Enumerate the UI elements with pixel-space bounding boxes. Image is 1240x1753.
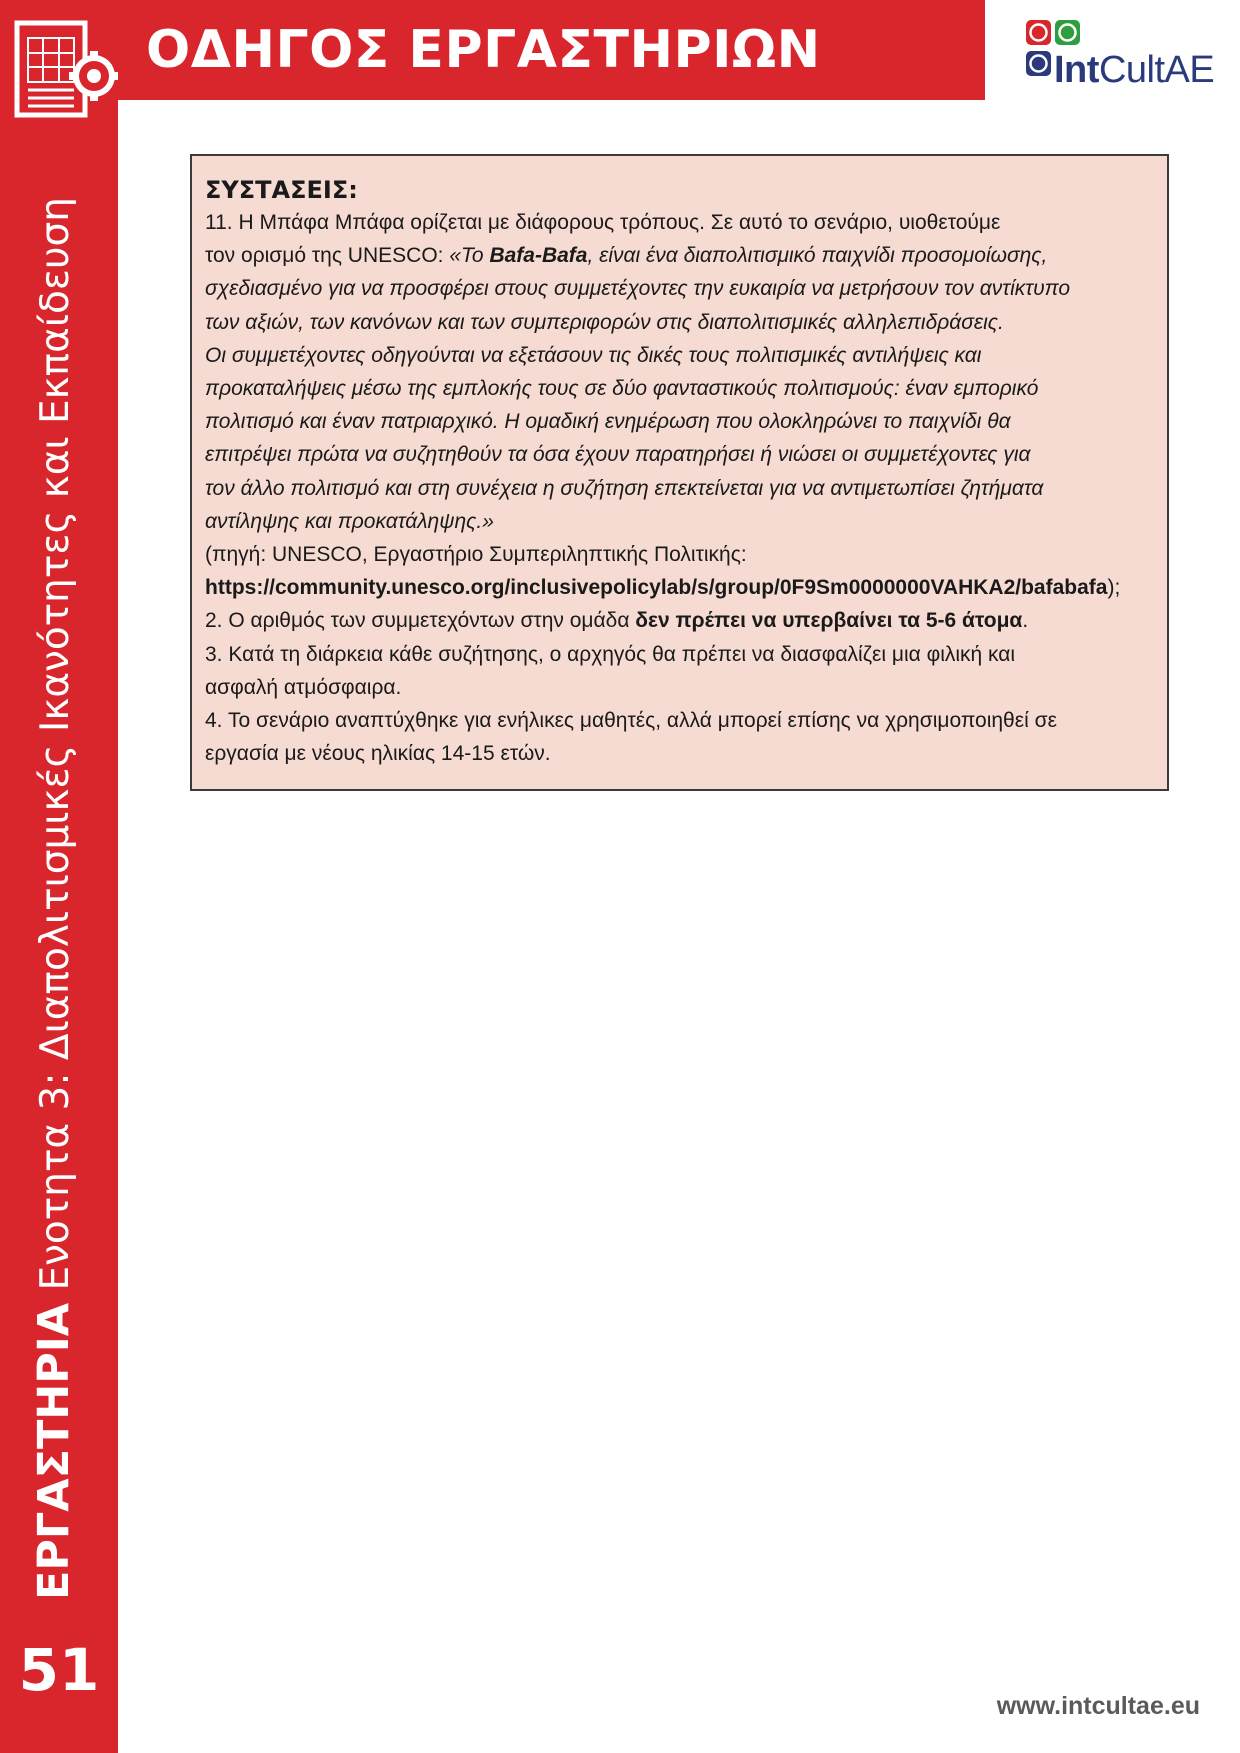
recommendation-line — [205, 571, 1153, 604]
workshop-gear-icon — [14, 20, 118, 132]
text-run: αντίληψης και προκατάληψης.» — [205, 509, 494, 533]
text-run: Bafa-Bafa — [489, 244, 588, 268]
recommendation-line — [205, 604, 1153, 637]
recommendation-line — [205, 239, 1153, 272]
recommendation-line — [205, 405, 1153, 438]
text-run: https://community.unesco.org/inclusivepolicylab/s/group/0F9Sm0000000VAHKA2/bafabafa — [205, 576, 1108, 600]
text-run: 2. Ο αριθμός των συμμετεχόντων στην ομάδα — [205, 609, 636, 633]
section-title-bold: ΕΡΓΑΣΤΗΡΙΑ — [29, 1302, 79, 1600]
text-run: ); — [1107, 576, 1121, 600]
recommendation-line — [205, 538, 1153, 571]
recommendation-line — [205, 638, 1153, 671]
text-run: Οι συμμετέχοντες οδηγούνται να εξετάσουν τις δικές τους πολιτισμικές αντιλήψεις και — [205, 343, 982, 367]
text-run: τον άλλο πολιτισμό και στη συνέχεια η συζήτηση επεκτείνεται για να αντιμετωπίσει ζητήματα — [205, 476, 1044, 500]
text-run: (πηγή: UNESCO, Εργαστήριο Συμπεριληπτικής Πολιτικής: — [205, 543, 747, 567]
recommendation-line — [205, 372, 1153, 405]
text-run: επιτρέψει πρώτα να συζητηθούν τα όσα έχουν παρατηρήσει ή νιώσει οι συμμετέχοντες για — [205, 443, 1031, 467]
recommendation-line — [205, 306, 1153, 339]
recommendation-line — [205, 206, 1153, 239]
recommendation-line — [205, 272, 1153, 305]
recommendation-line — [205, 339, 1153, 372]
recommendation-line — [205, 737, 1153, 770]
intcultae-logo — [1024, 18, 1215, 91]
text-run: των αξιών, των κανόνων και των συμπεριφορών στις διαπολιτισμικές αλληλεπιδράσεις. — [205, 310, 1004, 334]
section-title-regular: Ενοτητα 3: Διαπολιτισμικές Ικανότητες και Εκπαίδευση — [33, 197, 78, 1291]
recommendation-line — [205, 671, 1153, 704]
text-run: προκαταλήψεις μέσω της εμπλοκής τους σε δύο φανταστικούς πολιτισμούς: έναν εμπορικό — [205, 377, 1039, 401]
text-run: 11. Η Μπάφα Μπάφα ορίζεται με διάφορους τρόπους. Σε αυτό το σενάριο, υιοθετούμε — [205, 211, 1001, 234]
recommendations-box — [190, 154, 1169, 791]
text-run: εργασία με νέους ηλικίας 14-15 ετών. — [205, 742, 551, 766]
text-run: ασφαλή ατμόσφαιρα. — [205, 675, 402, 699]
section-title — [26, 197, 84, 1600]
recommendations-heading: ΣΥΣΤΑΣΕΙΣ: — [205, 176, 358, 204]
text-run: , είναι ένα διαπολιτισμικό παιχνίδι προσομοίωσης, — [587, 244, 1048, 268]
text-run: 4. Το σενάριο αναπτύχθηκε για ενήλικες μαθητές, αλλά μπορεί επίσης να χρησιμοποιηθεί σε — [205, 709, 1057, 733]
logo-text-regular: CultAE — [1098, 49, 1215, 91]
recommendation-line — [205, 438, 1153, 471]
text-run: «Το — [449, 244, 490, 268]
text-run: 3. Κατά τη διάρκεια κάθε συζήτησης, ο αρχηγός θα πρέπει να διασφαλίζει μια φιλική και — [205, 642, 1016, 666]
recommendations-body — [205, 206, 1153, 770]
text-run: πολιτισμό και έναν πατριαρχικό. Η ομαδική ενημέρωση που ολοκληρώνει το παιχνίδι θα — [205, 410, 1011, 434]
text-run: τον ορισμό της UNESCO: — [205, 244, 450, 268]
logo-text-bold: Int — [1054, 49, 1099, 91]
page-title: ΟΔΗΓΟΣ ΕΡΓΑΣΤΗΡΙΩΝ — [146, 20, 821, 80]
recommendation-line — [205, 505, 1153, 538]
text-run: . — [1022, 609, 1029, 633]
recommendation-line — [205, 472, 1153, 505]
page-number: 51 — [18, 1636, 100, 1704]
text-run: δεν πρέπει να υπερβαίνει τα 5-6 άτομα — [635, 609, 1023, 633]
recommendation-line — [205, 704, 1153, 737]
text-run: σχεδιασμένο για να προσφέρει στους συμμετέχοντες την ευκαιρία να μετρήσουν τον αντίκτυπο — [205, 277, 1071, 301]
footer-url: www.intcultae.eu — [996, 1692, 1200, 1720]
logo-text — [1054, 48, 1214, 92]
